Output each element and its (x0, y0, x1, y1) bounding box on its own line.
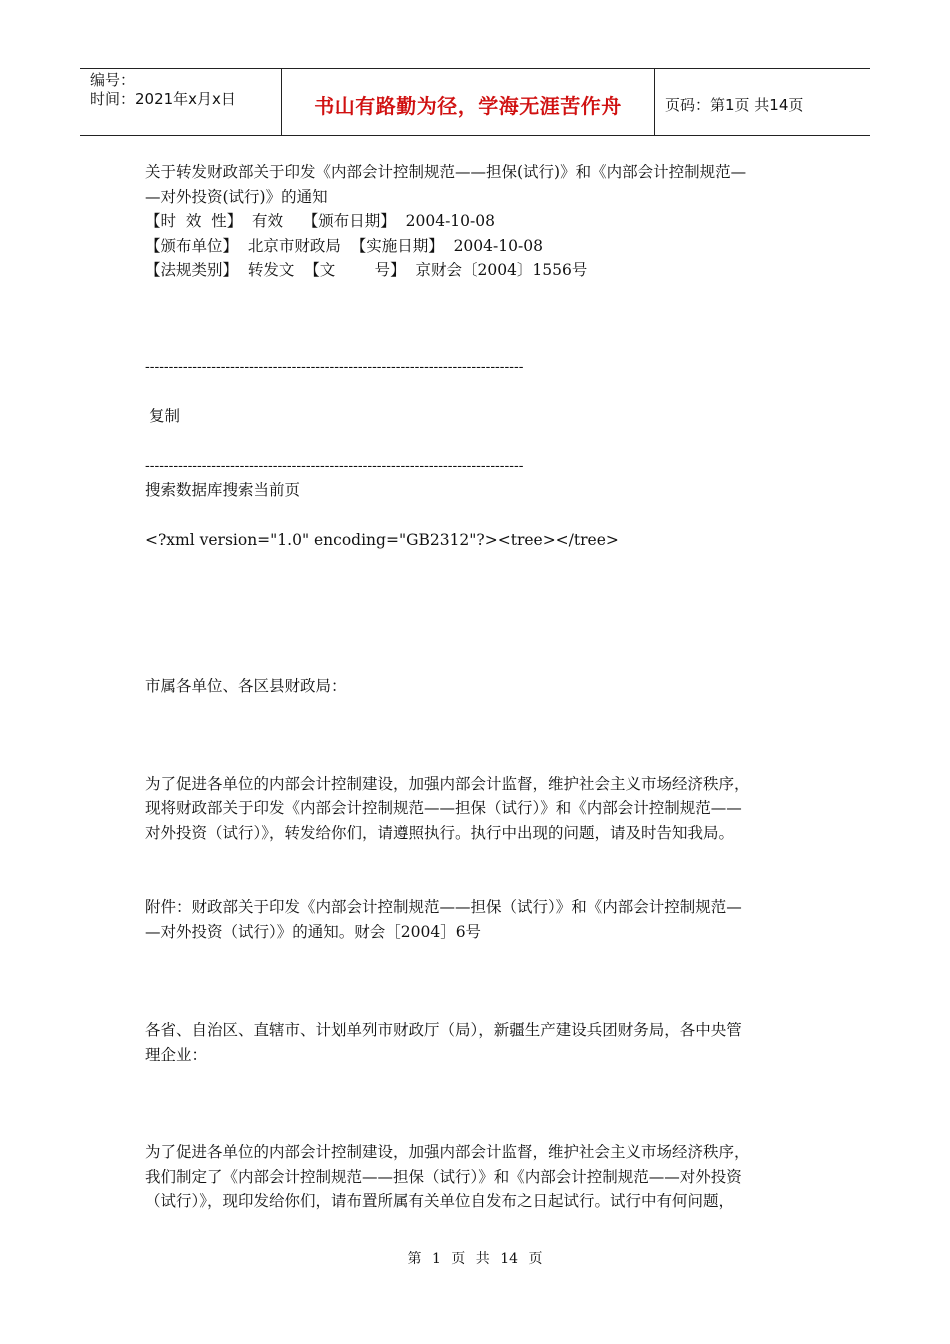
addressee-municipal: 市属各单位、各区县财政局： (145, 677, 347, 695)
attachment-line-1: 附件：财政部关于印发《内部会计控制规范——担保（试行）》和《内部会计控制规范— (145, 898, 742, 916)
paragraph-1-line-3: 对外投资（试行）》，转发给你们，请遵照执行。执行中出现的问题，请及时告知我局。 (145, 823, 735, 842)
paragraph-2-line-2: 我们制定了《内部会计控制规范——担保（试行）》和《内部会计控制规范——对外投资 (145, 1167, 742, 1186)
paragraph-1-line-1: 为了促进各单位的内部会计控制建设，加强内部会计监督，维护社会主义市场经济秩序， (145, 774, 750, 793)
addressee-provincial-line-1: 各省、自治区、直辖市、计划单列市财政厅（局），新疆生产建设兵团财务局，各中央管 (145, 1021, 742, 1039)
page-header (80, 68, 870, 136)
meta-issuer-effective: 【颁布单位】 北京市财政局 【实施日期】 2004-10-08 (145, 236, 543, 255)
time-label: 时间：2021年x月x日 (90, 90, 236, 108)
header-left-cell (80, 69, 282, 135)
serial-label: 编号： (90, 71, 136, 89)
document-body (145, 160, 810, 1214)
paragraph-1-line-2: 现将财政部关于印发《内部会计控制规范——担保（试行）》和《内部会计控制规范—— (145, 799, 742, 817)
doc-title-line-2: —对外投资(试行)》的通知 (145, 187, 328, 206)
search-link[interactable]: 搜索数据库搜索当前页 (145, 481, 301, 499)
meta-category-number: 【法规类别】 转发文 【文 号】 京财会〔2004〕1556号 (145, 261, 588, 279)
addressee-provincial-line-2: 理企业： (145, 1045, 208, 1064)
meta-validity-date: 【时 效 性】 有效 【颁布日期】 2004-10-08 (145, 212, 495, 230)
doc-title-line-1: 关于转发财政部关于印发《内部会计控制规范——担保(试行)》和《内部会计控制规范— (145, 163, 747, 181)
divider-bottom: -------------------------------------------------------------------------------- (145, 457, 524, 474)
motto-text: 书山有路勤为径，学海无涯苦作舟 (314, 93, 622, 118)
copy-link[interactable]: 复制 (149, 407, 181, 425)
divider-top: -------------------------------------------------------------------------------- (145, 358, 524, 375)
header-middle-cell (282, 69, 655, 135)
xml-declaration: <?xml version="1.0" encoding="GB2312"?><tree></tree> (145, 530, 619, 549)
attachment-line-2: —对外投资（试行）》的通知。财会［2004］6号 (145, 922, 482, 941)
paragraph-2-line-3: （试行）》，现印发给你们，请布置所属有关单位自发布之日起试行。试行中有何问题， (145, 1192, 735, 1210)
paragraph-2-line-1: 为了促进各单位的内部会计控制建设，加强内部会计监督，维护社会主义市场经济秩序， (145, 1143, 750, 1161)
page-info: 页码：第1页 共14页 (665, 95, 804, 114)
header-right-cell (655, 69, 870, 135)
page-footer: 第 1 页 共 14 页 (407, 1251, 543, 1267)
